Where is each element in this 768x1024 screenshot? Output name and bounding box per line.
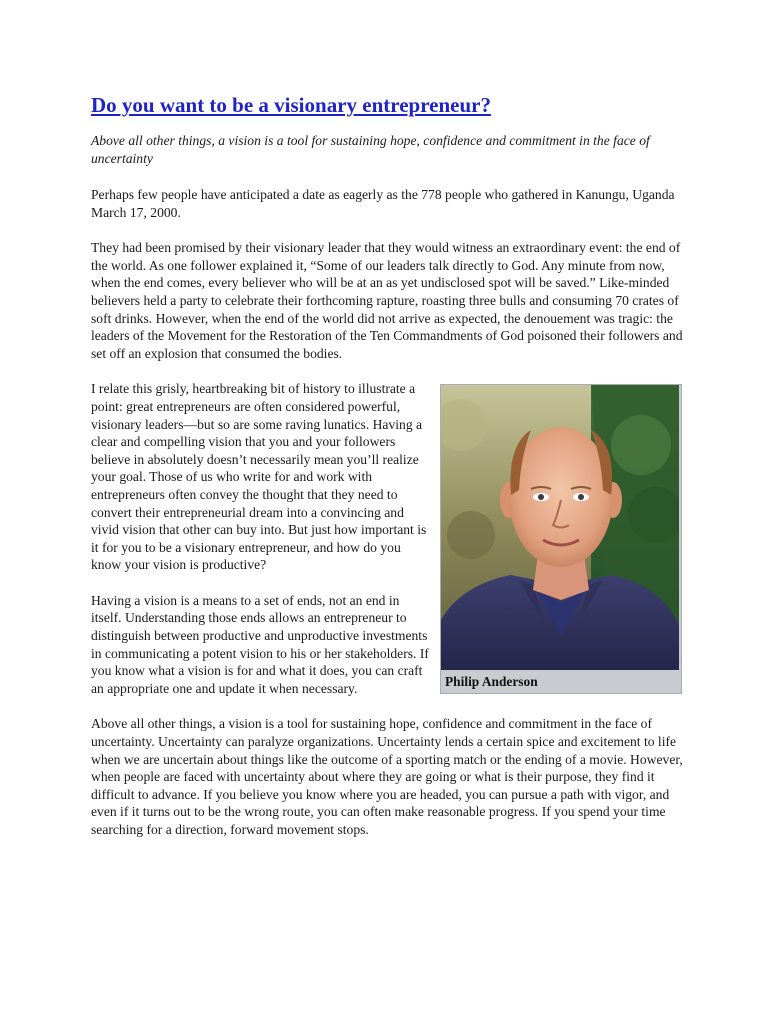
article [91, 92, 683, 839]
author-photo [441, 385, 679, 670]
paragraph-4: Having a vision is a means to a set of ends, not an end in itself. Understanding those ends allows an entrepreneur to distinguish between productive and unproductive investments in communicating a potent vision to his or her stakeholders. If you know what a vision is for and what it does, you can craft an appropriate one and update it when necessary. [91, 592, 429, 696]
photo-caption: Philip Anderson [445, 674, 538, 690]
paragraph-5: Above all other things, a vision is a tool for sustaining hope, confidence and commitment in the face of uncertainty. Uncertainty can paralyze organizations. Uncertainty lends a certain spice and excitement to life when we are uncertain about things like the outcome of a sporting match or the ending of a movie. However, when people are faced with uncertainty about where they are going or what is their purpose, they find it difficult to advance. If you believe you know where you are headed, you can pursue a path with vigor, and even if it turns out to be the wrong route, you can often make reasonable progress. If you spend your time searching for a direction, forward movement stops. [91, 716, 683, 837]
figure-wrap-section [91, 380, 683, 697]
article-subtitle: Above all other things, a vision is a tool for sustaining hope, confidence and commitment in the face of uncertainty [91, 133, 650, 166]
paragraph-3: I relate this grisly, heartbreaking bit of history to illustrate a point: great entrepreneurs are often considered powerful, visionary leaders—but so are some raving lunatics. Having a clear and compelling vision that you and your followers believe in absolutely doesn’t necessarily mean you’ll realize your goal. Those of us who write for and work with entrepreneurs often convey the thought that they need to convert their entrepreneurial dream into a convincing and vivid vision that other can buy into. But just how important is it for you to be a visionary entrepreneur, and how do you know your vision is productive? [91, 381, 427, 573]
author-photo-figure [440, 384, 682, 694]
paragraph-2: They had been promised by their visionary leader that they would witness an extraordinary event: the end of the world. As one follower explained it, “Some of our leaders talk directly to God. Any minute from now, when the end comes, every believer who will be at an as yet undisclosed spot will be saved.” Like-minded believers held a party to celebrate their forthcoming rapture, roasting three bulls and consuming 70 crates of soft drinks. However, when the end of the world did not arrive as expected, the denouement was tragic: the leaders of the Movement for the Restoration of the Ten Commandments of God poisoned their followers and set off an explosion that consumed the bodies. [91, 240, 683, 361]
paragraph-1: Perhaps few people have anticipated a date as eagerly as the 778 people who gathered in Kanungu, Uganda March 17, 2000. [91, 187, 675, 220]
article-title-link[interactable]: Do you want to be a visionary entrepreneur? [91, 93, 491, 117]
